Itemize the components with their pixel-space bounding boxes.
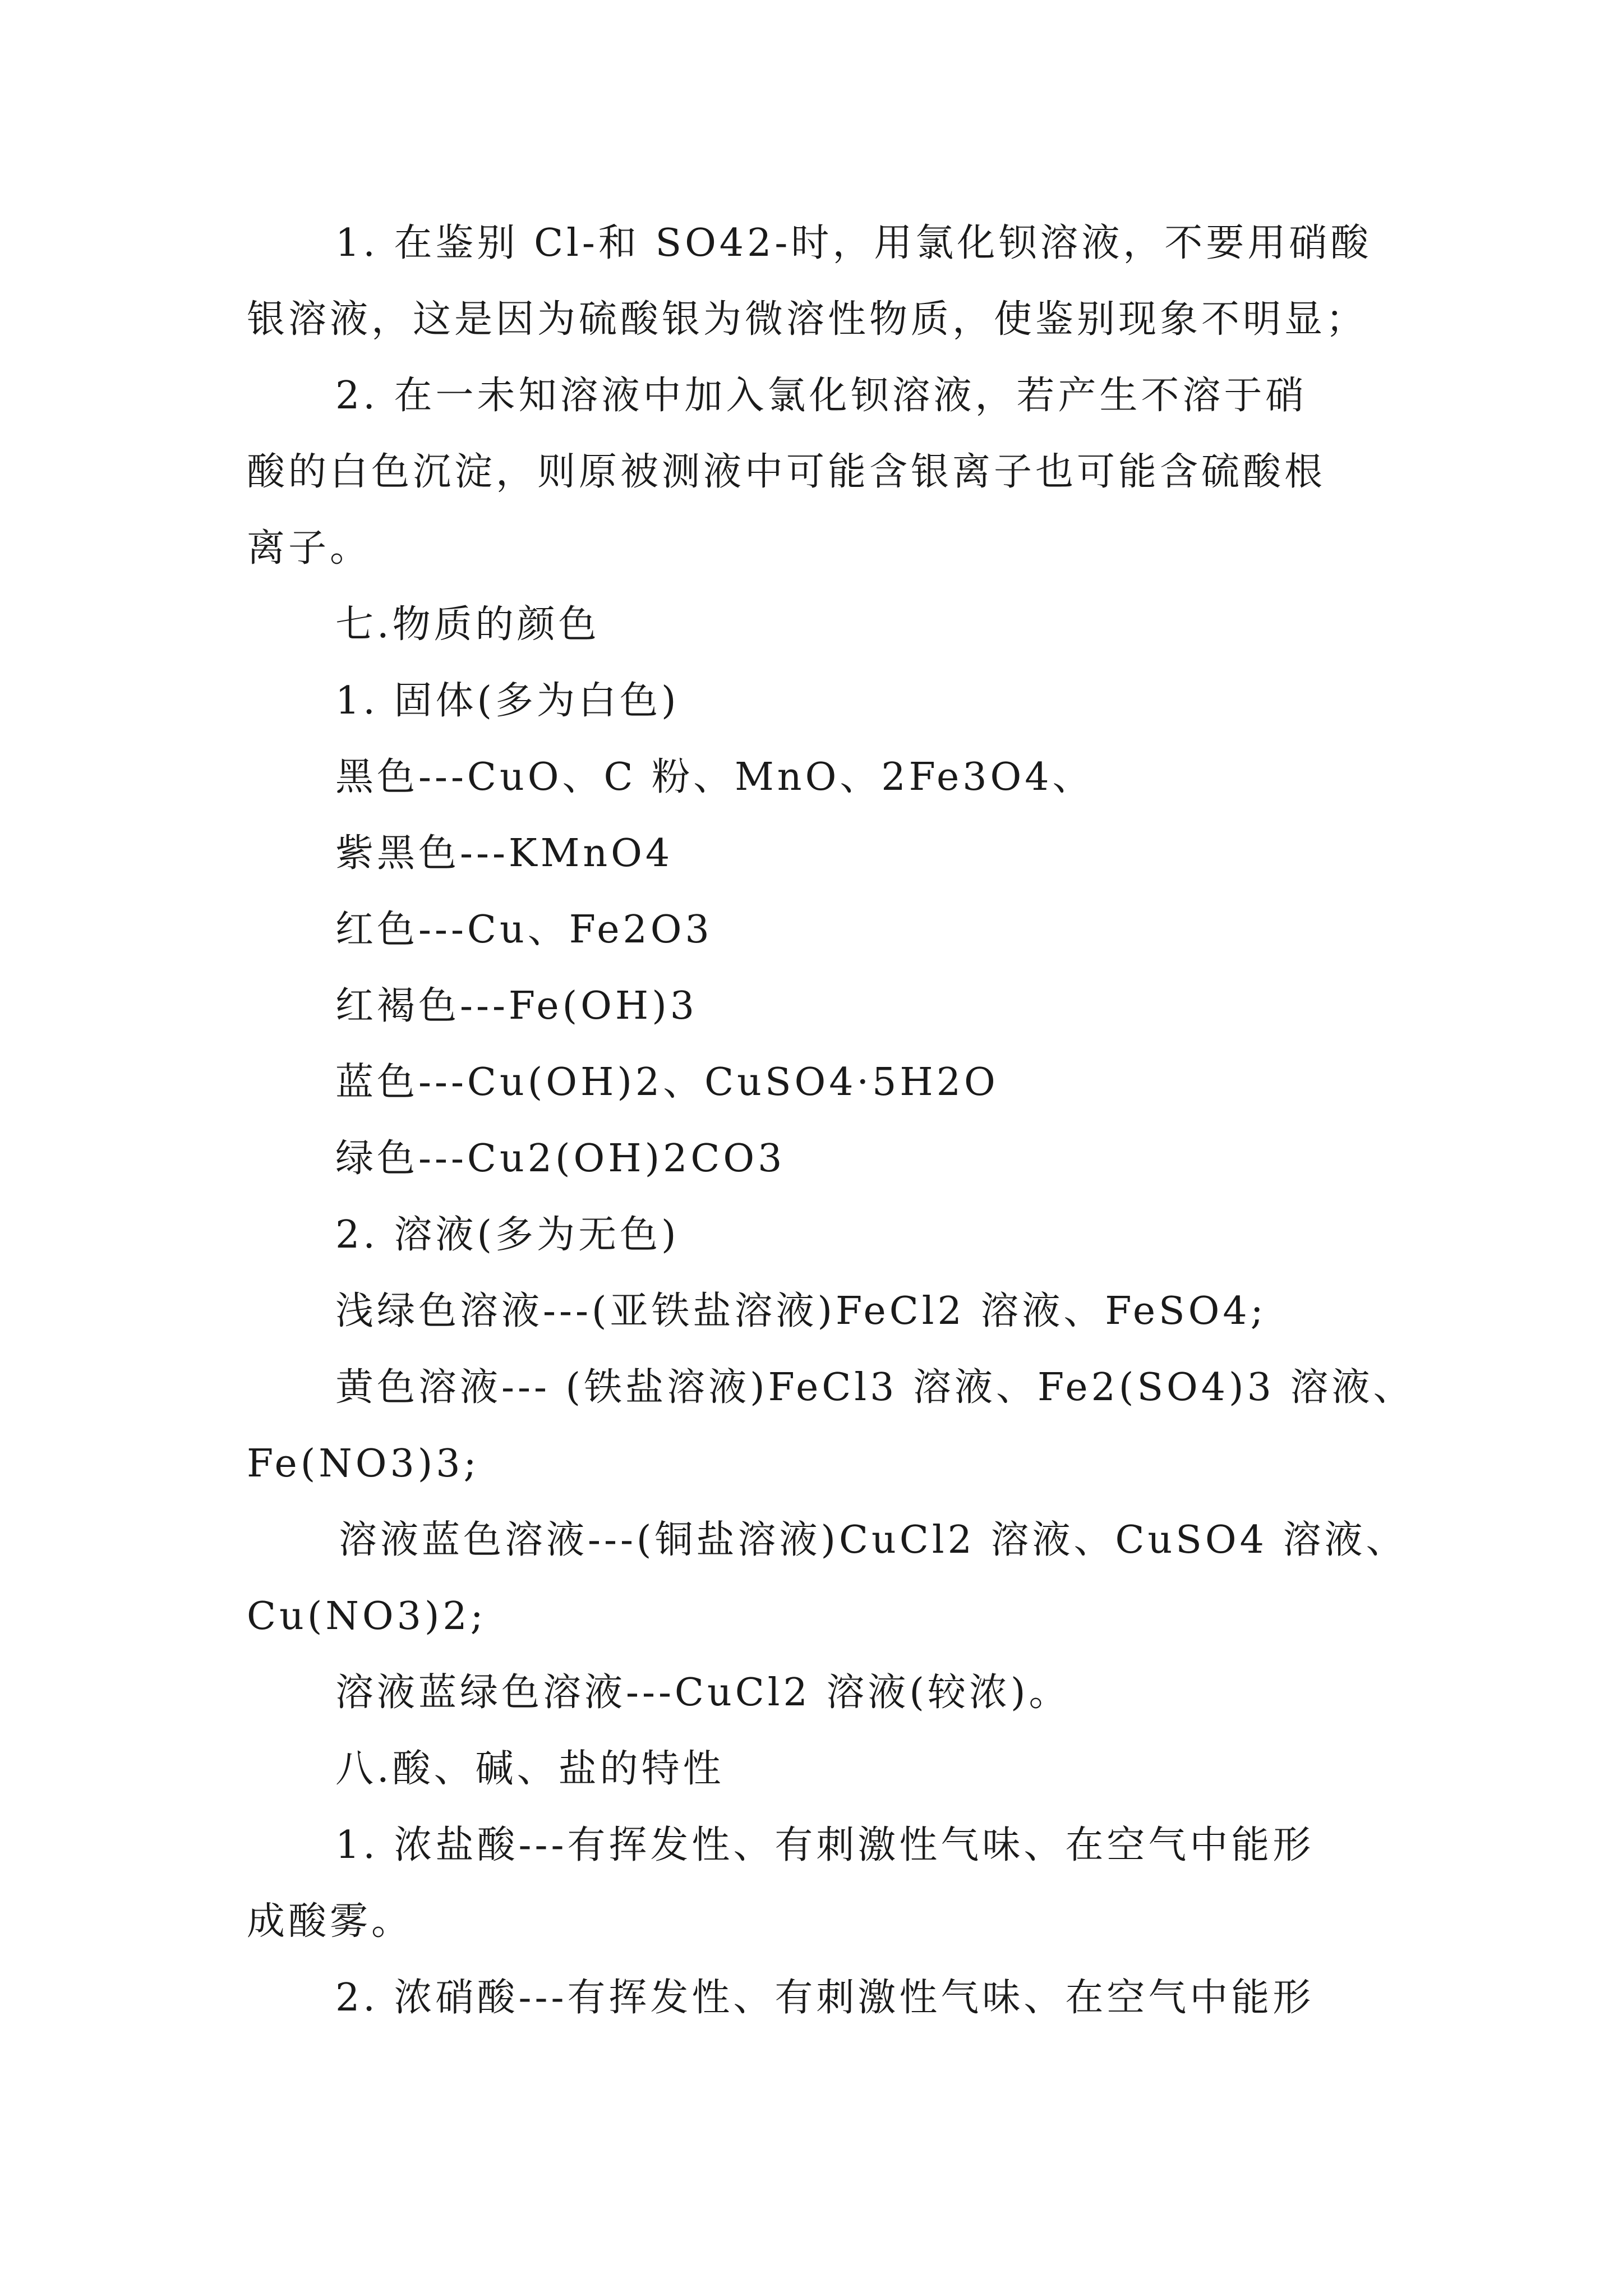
text-line: Fe(NO3)3; (247, 1442, 480, 1486)
text-line: Cu(NO3)2; (247, 1594, 487, 1639)
text-line: 紫黑色---KMnO4 (335, 831, 674, 876)
text-line: 酸的白色沉淀，则原被测液中可能含银离子也可能含硫酸根 (247, 450, 1326, 494)
text-line: 红褐色---Fe(OH)3 (335, 984, 698, 1028)
section-heading: 七.物质的颜色 (335, 602, 600, 647)
text-line: 银溶液，这是因为硫酸银为微溶性物质，使鉴别现象不明显； (247, 297, 1368, 342)
text-line: 绿色---Cu2(OH)2CO3 (335, 1137, 786, 1181)
section-heading: 八.酸、碱、盐的特性 (335, 1747, 725, 1791)
text-line: 1. 浓盐酸---有挥发性、有刺激性气味、在空气中能形 (335, 1823, 1315, 1867)
text-line: 成酸雾。 (247, 1899, 413, 1944)
text-line: 离子。 (247, 526, 372, 570)
text-line: 2. 浓硝酸---有挥发性、有刺激性气味、在空气中能形 (335, 1976, 1315, 2020)
text-line: 1. 在鉴别 Cl-和 SO42-时，用氯化钡溶液，不要用硝酸 (335, 221, 1372, 265)
text-line: 浅绿色溶液---(亚铁盐溶液)FeCl2 溶液、FeSO4; (335, 1289, 1267, 1333)
text-line: 2. 在一未知溶液中加入氯化钡溶液，若产生不溶于硝 (335, 374, 1307, 418)
text-line: 黄色溶液--- (铁盐溶液)FeCl3 溶液、Fe2(SO4)3 溶液、 (335, 1365, 1415, 1410)
text-line: 溶液蓝绿色溶液---CuCl2 溶液(较浓)。 (335, 1671, 1071, 1715)
text-line: 红色---Cu、Fe2O3 (335, 908, 713, 952)
text-line: 溶液蓝色溶液---(铜盐溶液)CuCl2 溶液、CuSO4 溶液、 (339, 1518, 1408, 1562)
text-line: 蓝色---Cu(OH)2、CuSO4·5H2O (335, 1060, 999, 1105)
subsection-heading: 1. 固体(多为白色) (335, 679, 680, 723)
subsection-heading: 2. 溶液(多为无色) (335, 1213, 680, 1257)
text-line: 黑色---CuO、C 粉、MnO、2Fe3O4、 (335, 755, 1094, 799)
